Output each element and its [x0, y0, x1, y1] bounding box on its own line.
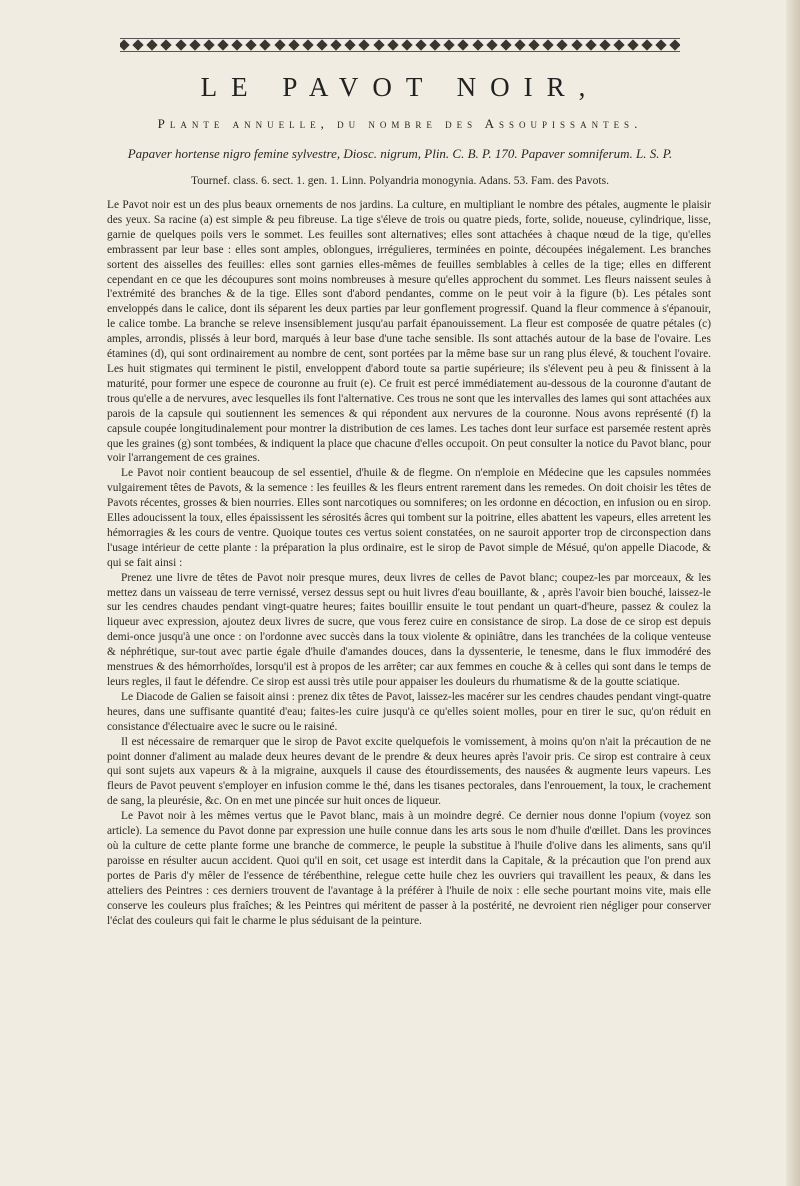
paragraph-oil: Le Pavot noir à les mêmes vertus que le Pavot blanc, mais à un moindre degré. Ce dernier nous donne l'opium (voyez son article). La semence du Pavot donne par expression une huile connue dans les arts sous le nom d'huile d'œillet. Dans les provinces où la culture de cette plante forme une branche de commerce, le peuple la substitue à l'huile d'olive dans les aliments, sans qu'il paroisse en résulter aucun accident. Quoi qu'il en soit, cet usage est interdit dans la Capitale, & la précaution que l'on prend aux portes de Paris d'y mêler de l'essence de térébenthine, relegue cette huile chez les ouvriers qui travaillent les peaux, & dans les atteliers des Peintres : ces derniers trouvent de l'avantage à la préférer à l'huile de noix : elle seche pourtant moins vite, mais elle conserve les couleurs plus fraîches; & les Peintres qui méritent de passer à la postérité, ne devroient rien négliger pour conserver l'éclat des couleurs qui fait le charme le plus séduisant de la peinture. [107, 810, 711, 927]
paragraph-precautions: Il est nécessaire de remarquer que le sirop de Pavot excite quelquefois le vomissement, à moins qu'on n'ait la précaution de ne point donner d'aliment au malade deux heures devant de le prendre & deux heures après l'avoir pris. Ce sirop est contraire à ceux qui sont sujets aux vapeurs & à la migraine, auxquels il cause des étourdissements, des nausées & augmente leurs vapeurs. Les fleurs de Pavot peuvent s'employer en infusion comme le thé, dans les tisanes pectorales, dans l'enrouement, la toux, le crachement de sang, la pleurésie, &c. On en met une pincée sur huit onces de liqueur. [107, 735, 711, 808]
paragraph-medicinal-uses: Le Pavot noir contient beaucoup de sel essentiel, d'huile & de flegme. On n'emploie en Médecine que les capsules nommées vulgairement têtes de Pavots, & la semence : les feuilles & les fleurs entrent rarement dans les remedes. On doit choisir les têtes de Pavots récentes, grosses & bien nourries. Elles sont narcotiques ou somniferes; on les ordonne en décoction, en infusion ou en sirop. Elles adoucissent la toux, elles épaississent les sérosités âcres qui tombent sur la poitrine, elles abattent les vapeurs, elles arretent les hémorragies & les cours de ventre. Quoique toutes ces vertus soient constatées, on ne sauroit apporter trop de circonspection dans l'usage intérieur de cette plante : la préparation la plus ordinaire, est le sirop de Pavot simple de Mésué, qu'on appelle Diacode, & qui se fait ainsi : [107, 467, 711, 569]
article-body [107, 198, 711, 1158]
paragraph-description: Le Pavot noir est un des plus beaux ornements de nos jardins. La culture, en multipliant le nombre des pétales, augmente le plaisir des yeux. Sa racine (a) est simple & peu fibreuse. La tige s'éleve de trois ou quatre pieds, forte, solide, noueuse, cylindrique, lisse, garnie de quelques poils vers le sommet. Les feuilles sont alternatives; elles sont attachées à chaque nœud de la tige, qu'elles embrassent par leur base : elles sont amples, oblongues, irrégulieres, terminées en pointe, découpées inégalement. Les branches sortent des aisselles des feuilles: elles sont garnies elles-mêmes de feuilles semblables à celles de la tige; elles en different cependant en ce que les découpures sont moins nombreuses à mesure qu'elles approchent du sommet. Les fleurs naissent seules à l'extrémité des branches & de la tige. Elles sont d'abord pendantes, comme on le peut voir à la figure (b). Les pétales sont enveloppés dans le calice, dont ils séparent les deux parties par leur gonflement progressif. Quand la fleur commence à s'épanouir, le calice tombe. La branche se releve insensiblement jusqu'au parfait épanouissement. La fleur est composée de quatre pétales (c) amples, arrondis, plissés à leur bord, marqués à leur base d'une tache sensible. Ils sont attachés autour de la base de l'ovaire. Les étamines (d), qui sont ordinairement au nombre de cent, sont portées par la même base sur un rang plus élevé, & touchent l'ovaire. Les huit stigmates qui terminent le pistil, enveloppent d'abord toute sa partie supérieure; ils s'élevent peu à peu & finissent à la maturité, pour former une espece de couronne au fruit (e). Ce fruit est percé immédiatement au-dessous de la couronne d'autant de trous qu'elle a de nervures, avec lesquelles ils font l'alternative. Ces trous ne sont que les intervalles des lames qui sont attachées aux parois de la capsule qui soutiennent les semences & qui répondent aux nervures de la couronne. Nous avons représenté (f) la capsule coupée longitudinalement pour montrer la distribution de ces lames. Les taches dont leur surface est parsemée restent après que les graines (g) sont tombées, & indiquent la place que chacune d'elles occupoit. On peut consulter la notice du Pavot blanc, pour voir l'arrangement de ces graines. [107, 199, 711, 465]
page-subtitle: Plante annuelle, du nombre des Assoupissantes. [157, 116, 643, 131]
paragraph-syrup-recipe: Prenez une livre de têtes de Pavot noir presque mures, deux livres de celles de Pavot blanc; coupez-les par morceaux, & les mettez dans un vaisseau de terre vernissé, versez dessus sept ou huit livres d'eau bouillante, & , après l'avoir bien bouché, laissez-le sur les cendres chaudes pendant vingt-quatre heures; faites bouillir ensuite le tout pendant un quart-d'heure, passez & coulez la liqueur avec expression, ajoutez deux livres de sucre, que vous ferez cuire en consistance de sirop. La dose de ce sirop est depuis demi-once jusqu'à une once : on l'ordonne avec succès dans la toux violente & opiniâtre, dans les tranchées de la colique venteuse & néphrétique, sur-tout avec partie égale d'huile d'amandes douces, dans la dyssenterie, le tenesme, dans le flux immodéré des menstrues & des hémorrhoïdes, lorsqu'il est à propos de les arrêter; car aux femmes en couche & à celles qui sont dans le temps de leurs regles, il faut le défendre. Ce sirop est aussi très utile pour appaiser les douleurs du rhumatisme & de la goutte sciatique. [107, 571, 711, 688]
page-edge-shadow [786, 0, 800, 1186]
botanical-synonyms: Papaver hortense nigro femine sylvestre, Diosc. nigrum, Plin. C. B. P. 170. Papaver somniferum. L. S. P. [127, 146, 673, 161]
paragraph-galien-diacode: Le Diacode de Galien se faisoit ainsi : prenez dix têtes de Pavot, laissez-les macérer sur les cendres chaudes pendant vingt-quatre heures, dans une suffisante quantité d'eau; faites-les cuire jusqu'à ce qu'elles soient molles, pour en tirer le suc, qu'on réduit en consistance d'électuaire avec le sucre ou le raisiné. [107, 690, 711, 733]
classification-line: Tournef. class. 6. sect. 1. gen. 1. Linn. Polyandria monogynia. Adans. 53. Fam. des Pavots. [191, 175, 609, 187]
page-title: LE PAVOT NOIR, [200, 72, 600, 102]
header-ornament [120, 38, 680, 52]
